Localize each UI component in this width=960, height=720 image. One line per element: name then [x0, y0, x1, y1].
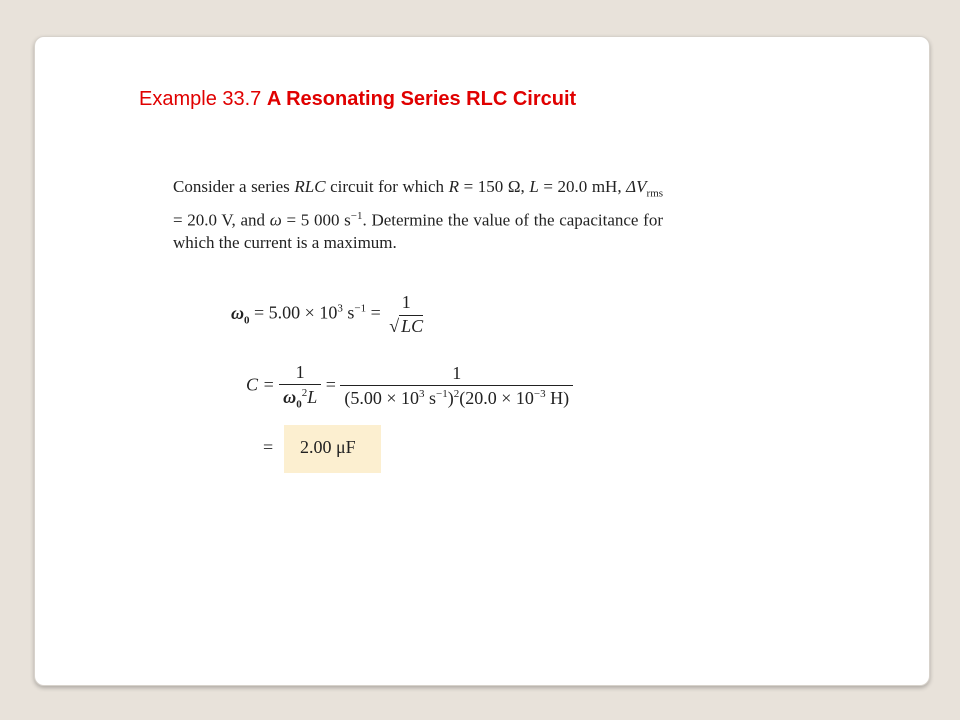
eq2-denominator-2 [340, 385, 573, 409]
eq1-unit-exponent: −1 [354, 302, 367, 315]
problem-text: = 20.0 mH, [543, 177, 622, 196]
eq2-omega-sub: 0 [296, 398, 302, 411]
eq2-omega: ω [283, 387, 297, 407]
eq1-numerator: 1 [401, 292, 411, 312]
eq3-equals: = [263, 437, 274, 457]
problem-l-symbol: L [529, 177, 539, 196]
eq2-fraction-1 [279, 362, 321, 411]
problem-text: = 150 Ω, [463, 177, 525, 196]
problem-omega-symbol: ω [269, 210, 282, 230]
problem-text: . Determine the value of the capacitance for which the current is a maximum. [173, 210, 663, 253]
eq2-lhs: C = [246, 374, 280, 395]
eq1-fraction [385, 292, 427, 337]
answer-text: 2.00 μF [300, 437, 356, 457]
eq1-denominator: √ LC [389, 316, 424, 336]
slide [34, 36, 930, 686]
eq2-l: L [307, 387, 318, 407]
eq2-equals: = [321, 374, 341, 395]
eq2-numerator-1: 1 [295, 362, 305, 382]
eq1-exponent: 3 [337, 302, 343, 315]
problem-r-symbol: R [448, 177, 460, 196]
problem-text: = 20.0 V, and [173, 210, 266, 230]
eq2-den-exp: 3 [419, 388, 425, 401]
eq2-den-part: (5.00 × 10 [344, 388, 420, 409]
answer-value [300, 437, 356, 458]
problem-text: Consider a series [173, 177, 290, 196]
problem-text: = 5 000 s [286, 210, 351, 230]
problem-dv-symbol: ΔV [626, 177, 647, 196]
equation-answer [263, 437, 273, 458]
title-bold: A Resonating Series RLC Circuit [266, 88, 577, 110]
eq2-den-exp: 2 [453, 388, 460, 401]
eq2-den-part: (20.0 × 10 [459, 388, 534, 409]
equation-capacitance [246, 362, 573, 411]
title-prefix: Example 33.7 [139, 88, 262, 110]
eq2-fraction-2 [340, 363, 573, 409]
problem-exponent: −1 [350, 209, 363, 222]
equation-resonant-frequency [231, 292, 427, 337]
eq2-den-part: s [424, 388, 437, 409]
eq1-lc: LC [401, 316, 424, 336]
problem-text: circuit for which [330, 177, 445, 196]
eq2-numerator-2: 1 [452, 363, 462, 384]
eq2-den-part: ) [447, 388, 454, 409]
eq1-subscript: 0 [244, 314, 250, 327]
eq2-den-exp: −3 [533, 388, 546, 401]
eq2-omega-sup: 2 [301, 387, 308, 399]
eq1-equals: = [366, 302, 386, 323]
slide-title [139, 88, 576, 111]
problem-rlc: RLC [294, 177, 326, 196]
problem-dv-subscript: rms [646, 187, 664, 200]
eq1-value: = 5.00 × 10 [249, 302, 338, 323]
eq1-unit: s [342, 302, 355, 323]
problem-statement [173, 176, 663, 255]
eq1-omega: ω [231, 302, 245, 323]
eq2-den-part: H) [545, 388, 570, 409]
eq2-den-exp: −1 [436, 388, 448, 401]
eq2-denominator-1 [279, 384, 321, 411]
